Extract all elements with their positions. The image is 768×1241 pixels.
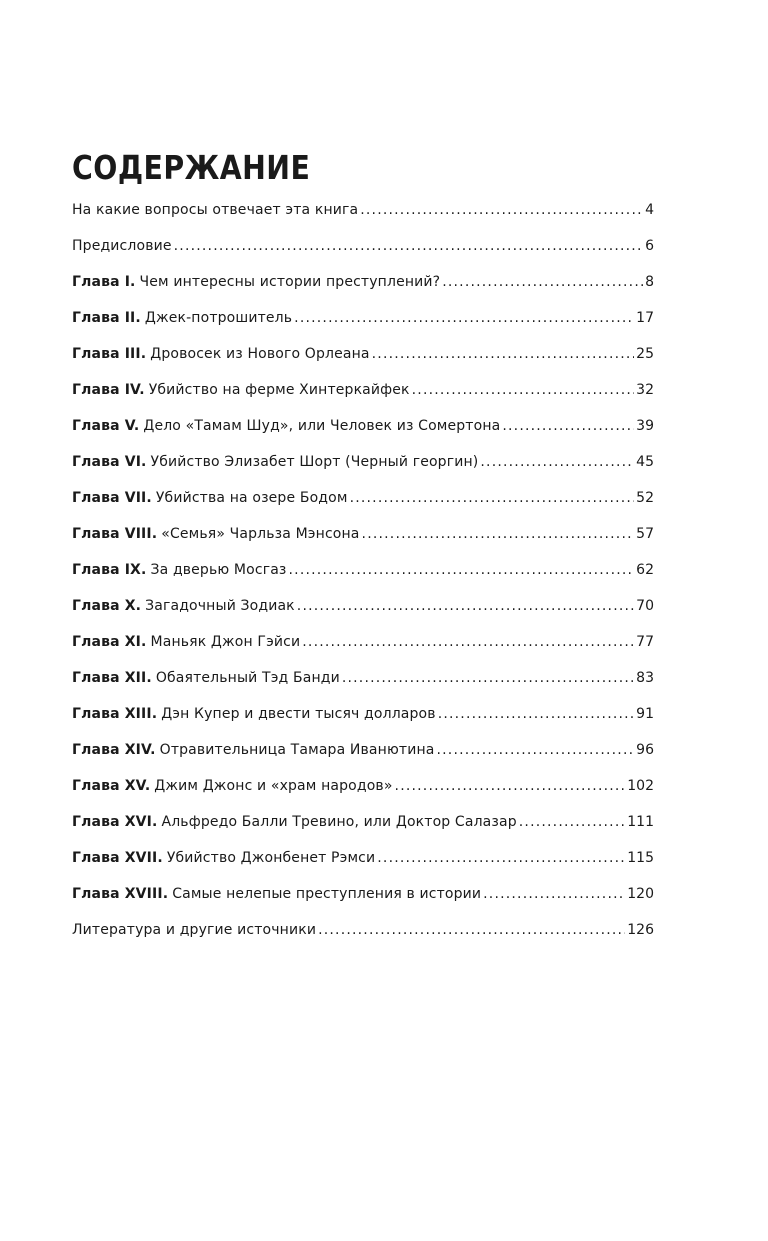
page-number: 52 xyxy=(636,490,654,506)
page-number: 39 xyxy=(636,418,654,434)
dot-leader xyxy=(412,380,635,400)
toc-entry[interactable] xyxy=(72,848,654,884)
toc-entry-label xyxy=(72,920,316,940)
chapter-title: Предисловие xyxy=(72,238,172,254)
toc-entry-label xyxy=(72,488,348,508)
dot-leader xyxy=(294,308,634,328)
dot-leader xyxy=(350,488,635,508)
toc-entry[interactable] xyxy=(72,344,654,380)
toc-entry-label xyxy=(72,236,172,256)
page-number: 32 xyxy=(636,382,654,398)
toc-entry[interactable] xyxy=(72,200,654,236)
dot-leader xyxy=(342,668,634,688)
toc-entry[interactable] xyxy=(72,812,654,848)
toc-entry[interactable] xyxy=(72,704,654,740)
chapter-number: Глава II. xyxy=(72,310,141,326)
page-number: 91 xyxy=(636,706,654,722)
dot-leader xyxy=(395,776,626,796)
dot-leader xyxy=(362,524,635,544)
chapter-number: Глава XII. xyxy=(72,670,152,686)
chapter-title: Джек-потрошитель xyxy=(144,310,293,326)
toc-entry-label xyxy=(72,272,440,292)
dot-leader xyxy=(174,236,643,256)
chapter-title: «Семья» Чарльза Мэнсона xyxy=(161,526,360,542)
toc-entry-label xyxy=(72,560,287,580)
toc-entry[interactable] xyxy=(72,884,654,920)
page-number: 111 xyxy=(627,814,654,830)
chapter-title: Литература и другие источники xyxy=(72,922,317,938)
toc-entry-label xyxy=(72,632,300,652)
dot-leader xyxy=(519,812,626,832)
dot-leader xyxy=(437,740,635,760)
page-number: 83 xyxy=(636,670,654,686)
dot-leader xyxy=(372,344,635,364)
chapter-title: Обаятельный Тэд Банди xyxy=(155,670,340,686)
toc-entry[interactable] xyxy=(72,488,654,524)
toc-entry-label xyxy=(72,668,340,688)
page-number: 57 xyxy=(636,526,654,542)
toc-entry[interactable] xyxy=(72,380,654,416)
dot-leader xyxy=(318,920,625,940)
dot-leader xyxy=(377,848,625,868)
toc-entry-label xyxy=(72,380,410,400)
chapter-title: На какие вопросы отвечает эта книга xyxy=(72,202,359,218)
chapter-number: Глава I. xyxy=(72,274,136,290)
chapter-title: Убийство Джонбенет Рэмси xyxy=(166,850,376,866)
toc-entry[interactable] xyxy=(72,308,654,344)
page-number: 126 xyxy=(627,922,654,938)
toc-entry[interactable] xyxy=(72,920,654,956)
toc-entry[interactable] xyxy=(72,740,654,776)
dot-leader xyxy=(297,596,634,616)
toc-entry[interactable] xyxy=(72,452,654,488)
page-number: 70 xyxy=(636,598,654,614)
chapter-number: Глава XVII. xyxy=(72,850,163,866)
toc-entry-label xyxy=(72,812,517,832)
chapter-title: Убийство Элизабет Шорт (Черный георгин) xyxy=(150,454,479,470)
page-number: 4 xyxy=(645,202,654,218)
chapter-title: Дело «Тамам Шуд», или Человек из Сомертона xyxy=(143,418,501,434)
dot-leader xyxy=(480,452,634,472)
chapter-number: Глава XIII. xyxy=(72,706,158,722)
dot-leader xyxy=(502,416,634,436)
toc-entry-label xyxy=(72,344,370,364)
toc-entry[interactable] xyxy=(72,416,654,452)
dot-leader xyxy=(442,272,643,292)
page-number: 120 xyxy=(627,886,654,902)
chapter-title: Убийства на озере Бодом xyxy=(155,490,348,506)
toc-entry-label xyxy=(72,596,295,616)
page-number: 115 xyxy=(627,850,654,866)
toc-entry[interactable] xyxy=(72,272,654,308)
page-number: 77 xyxy=(636,634,654,650)
chapter-title: Самые нелепые преступления в истории xyxy=(172,886,482,902)
chapter-title: Дэн Купер и двести тысяч долларов xyxy=(161,706,436,722)
chapter-title: Загадочный Зодиак xyxy=(145,598,295,614)
chapter-number: Глава V. xyxy=(72,418,140,434)
page-number: 45 xyxy=(636,454,654,470)
chapter-number: Глава XIV. xyxy=(72,742,156,758)
dot-leader xyxy=(483,884,625,904)
toc-entry[interactable] xyxy=(72,632,654,668)
chapter-number: Глава VIII. xyxy=(72,526,158,542)
toc-entry[interactable] xyxy=(72,560,654,596)
toc-page xyxy=(72,140,654,956)
toc-list xyxy=(72,200,654,956)
chapter-title: Маньяк Джон Гэйси xyxy=(150,634,301,650)
chapter-number: Глава VI. xyxy=(72,454,147,470)
chapter-number: Глава XV. xyxy=(72,778,151,794)
page-number: 25 xyxy=(636,346,654,362)
toc-entry-label xyxy=(72,416,500,436)
chapter-number: Глава IX. xyxy=(72,562,147,578)
chapter-title: Чем интересны истории преступлений? xyxy=(139,274,441,290)
toc-entry[interactable] xyxy=(72,236,654,272)
chapter-title: За дверью Мосгаз xyxy=(150,562,287,578)
chapter-number: Глава X. xyxy=(72,598,142,614)
toc-entry[interactable] xyxy=(72,776,654,812)
page-number: 8 xyxy=(645,274,654,290)
page-number: 62 xyxy=(636,562,654,578)
toc-entry-label xyxy=(72,200,358,220)
chapter-number: Глава XVI. xyxy=(72,814,158,830)
toc-entry-label xyxy=(72,308,292,328)
toc-entry-label xyxy=(72,884,481,904)
toc-entry-label xyxy=(72,452,478,472)
page-number: 96 xyxy=(636,742,654,758)
chapter-number: Глава XI. xyxy=(72,634,147,650)
chapter-title: Джим Джонс и «храм народов» xyxy=(154,778,393,794)
chapter-title: Убийство на ферме Хинтеркайфек xyxy=(148,382,410,398)
chapter-number: Глава VII. xyxy=(72,490,152,506)
toc-entry[interactable] xyxy=(72,596,654,632)
chapter-title: Отравительница Тамара Иванютина xyxy=(159,742,435,758)
dot-leader xyxy=(302,632,634,652)
dot-leader xyxy=(438,704,634,724)
page-number: 6 xyxy=(645,238,654,254)
toc-entry[interactable] xyxy=(72,524,654,560)
toc-entry-label xyxy=(72,776,393,796)
toc-entry-label xyxy=(72,848,375,868)
page-number: 102 xyxy=(627,778,654,794)
toc-entry-label xyxy=(72,704,436,724)
chapter-number: Глава IV. xyxy=(72,382,145,398)
page-number: 17 xyxy=(636,310,654,326)
toc-entry-label xyxy=(72,740,435,760)
dot-leader xyxy=(289,560,635,580)
toc-entry-label xyxy=(72,524,360,544)
dot-leader xyxy=(360,200,643,220)
page-title: СОДЕРЖАНИЕ xyxy=(72,148,311,187)
chapter-title: Альфредо Балли Тревино, или Доктор Салазар xyxy=(161,814,517,830)
chapter-title: Дровосек из Нового Орлеана xyxy=(150,346,370,362)
chapter-number: Глава XVIII. xyxy=(72,886,169,902)
chapter-number: Глава III. xyxy=(72,346,147,362)
toc-entry[interactable] xyxy=(72,668,654,704)
